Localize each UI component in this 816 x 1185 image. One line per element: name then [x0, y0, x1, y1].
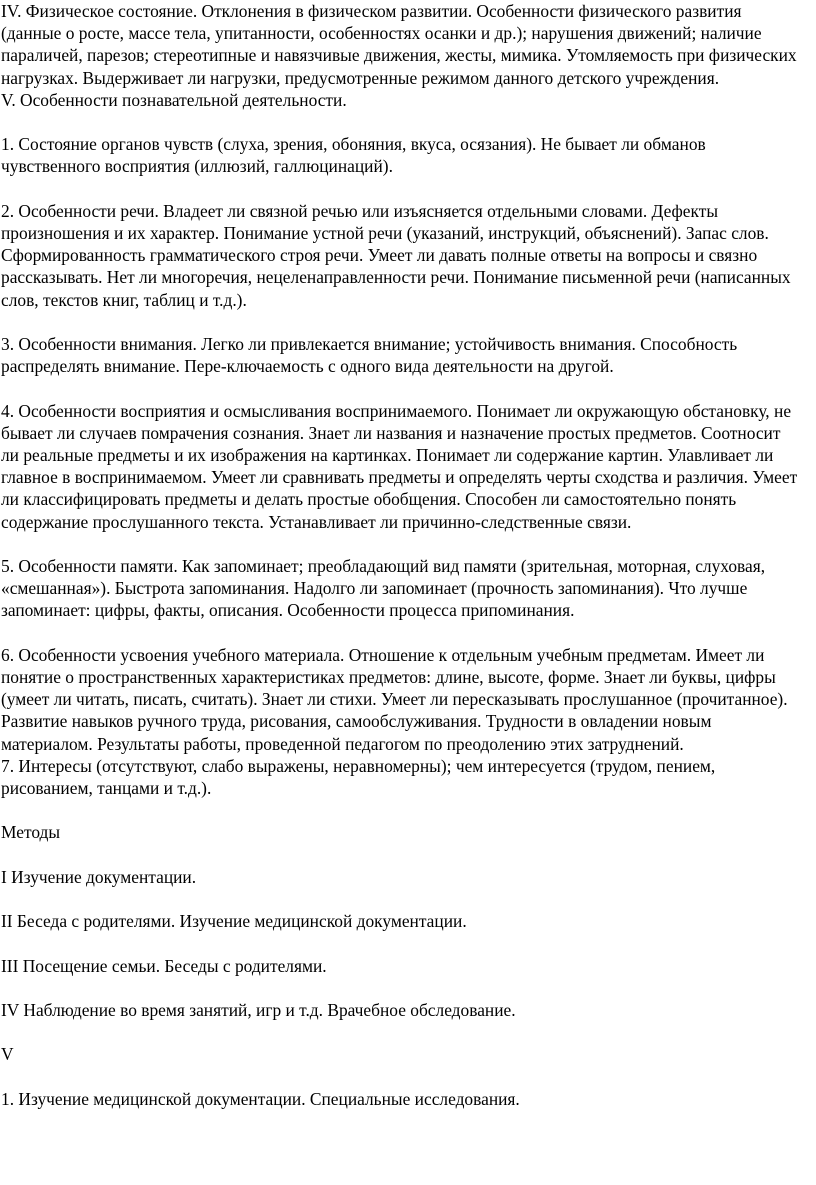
spacer: [1, 1021, 801, 1043]
spacer: [1, 977, 801, 999]
method-iii: III Посещение семьи. Беседы с родителями.: [1, 955, 327, 976]
spacer: [1, 932, 801, 954]
method-v-1: 1. Изучение медицинской документации. Специальные исследования.: [1, 1088, 520, 1109]
spacer: [1, 622, 801, 644]
item-5-paragraph: 5. Особенности памяти. Как запоминает; преобладающий вид памяти (зрительная, моторная, слуховая, «смешанная»). Быстрота запоминания. Надолго ли запоминает (прочность запоминания). Что лучше запоминает: цифры, факты, описания. Особенности процесса припоминания.: [1, 556, 766, 621]
method-iv: IV Наблюдение во время занятий, игр и т.д. Врачебное обследование.: [1, 999, 516, 1020]
item-4-paragraph: 4. Особенности восприятия и осмысливания воспринимаемого. Понимает ли окружающую обстановку, не бывает ли случаев помрачения сознания. Знает ли названия и назначение простых предметов. Соотносит ли реальные предметы и их изображения на картинках. Понимает ли содержание картин. Улавливает ли главное в воспринимаемом. Умеет ли сравнивать предметы и определять черты сходства и различия. Умеет ли классифицировать предметы и делать простые обобщения. Способен ли самостоятельно понять содержание прослушанного текста. Устанавливает ли причинно-следственные связи.: [1, 400, 798, 532]
methods-heading: Методы: [1, 822, 61, 843]
spacer: [1, 844, 801, 866]
method-ii: II Беседа с родителями. Изучение медицинской документации.: [1, 911, 467, 932]
item-1-paragraph: 1. Состояние органов чувств (слуха, зрения, обоняния, вкуса, осязания). Не бывает ли обманов чувственного восприятия (иллюзий, галлюцинаций).: [1, 134, 706, 177]
spacer: [1, 1066, 801, 1088]
spacer: [1, 311, 801, 333]
section-v-heading: V. Особенности познавательной деятельности.: [1, 89, 347, 110]
item-6-paragraph: 6. Особенности усвоения учебного материала. Отношение к отдельным учебным предметам. Имеет ли понятие о пространственных характеристиках предметов: длине, высоте, форме. Знает ли буквы, цифры (умеет ли читать, писать, считать). Знает ли стихи. Умеет ли пересказывать прослушанное (прочитанное). Развитие навыков ручного труда, рисования, самообслуживания. Трудности в овладении новым материалом. Результаты работы, проведенной педагогом по преодолению этих затруднений.: [1, 644, 788, 754]
spacer: [1, 533, 801, 555]
method-v: V: [1, 1044, 14, 1065]
spacer: [1, 377, 801, 399]
spacer: [1, 178, 801, 200]
item-7-paragraph: 7. Интересы (отсутствуют, слабо выражены, неравномерны); чем интересуется (трудом, пением, рисованием, танцами и т.д.).: [1, 755, 716, 799]
spacer: [1, 799, 801, 821]
item-3-paragraph: 3. Особенности внимания. Легко ли привлекается внимание; устойчивость внимания. Способность распределять внимание. Пере-ключаемость с одного вида деятельности на другой.: [1, 334, 738, 377]
item-2-paragraph: 2. Особенности речи. Владеет ли связной речью или изъясняется отдельными словами. Дефекты произношения и их характер. Понимание устной речи (указаний, инструкций, объяснений). Запас слов. Сформированность грамматического строя речи. Умеет ли давать полные ответы на вопросы и связно рассказывать. Нет ли многоречия, нецеленаправленности речи. Понимание письменной речи (написанных слов, текстов книг, таблиц и т.д.).: [1, 200, 791, 310]
section-iv-paragraph: IV. Физическое состояние. Отклонения в физическом развитии. Особенности физического развития (данные о росте, массе тела, упитанности, особенностях осанки и др.); нарушения движений; наличие параличей, парезов; стереотипные и навязчивые движения, жесты, мимика. Утомляемость при физических нагрузках. Выдерживает ли нагрузки, предусмотренные режимом данного детского учреждения.: [1, 1, 797, 88]
method-i: I Изучение документации.: [1, 866, 197, 887]
spacer: [1, 111, 801, 133]
spacer: [1, 888, 801, 910]
